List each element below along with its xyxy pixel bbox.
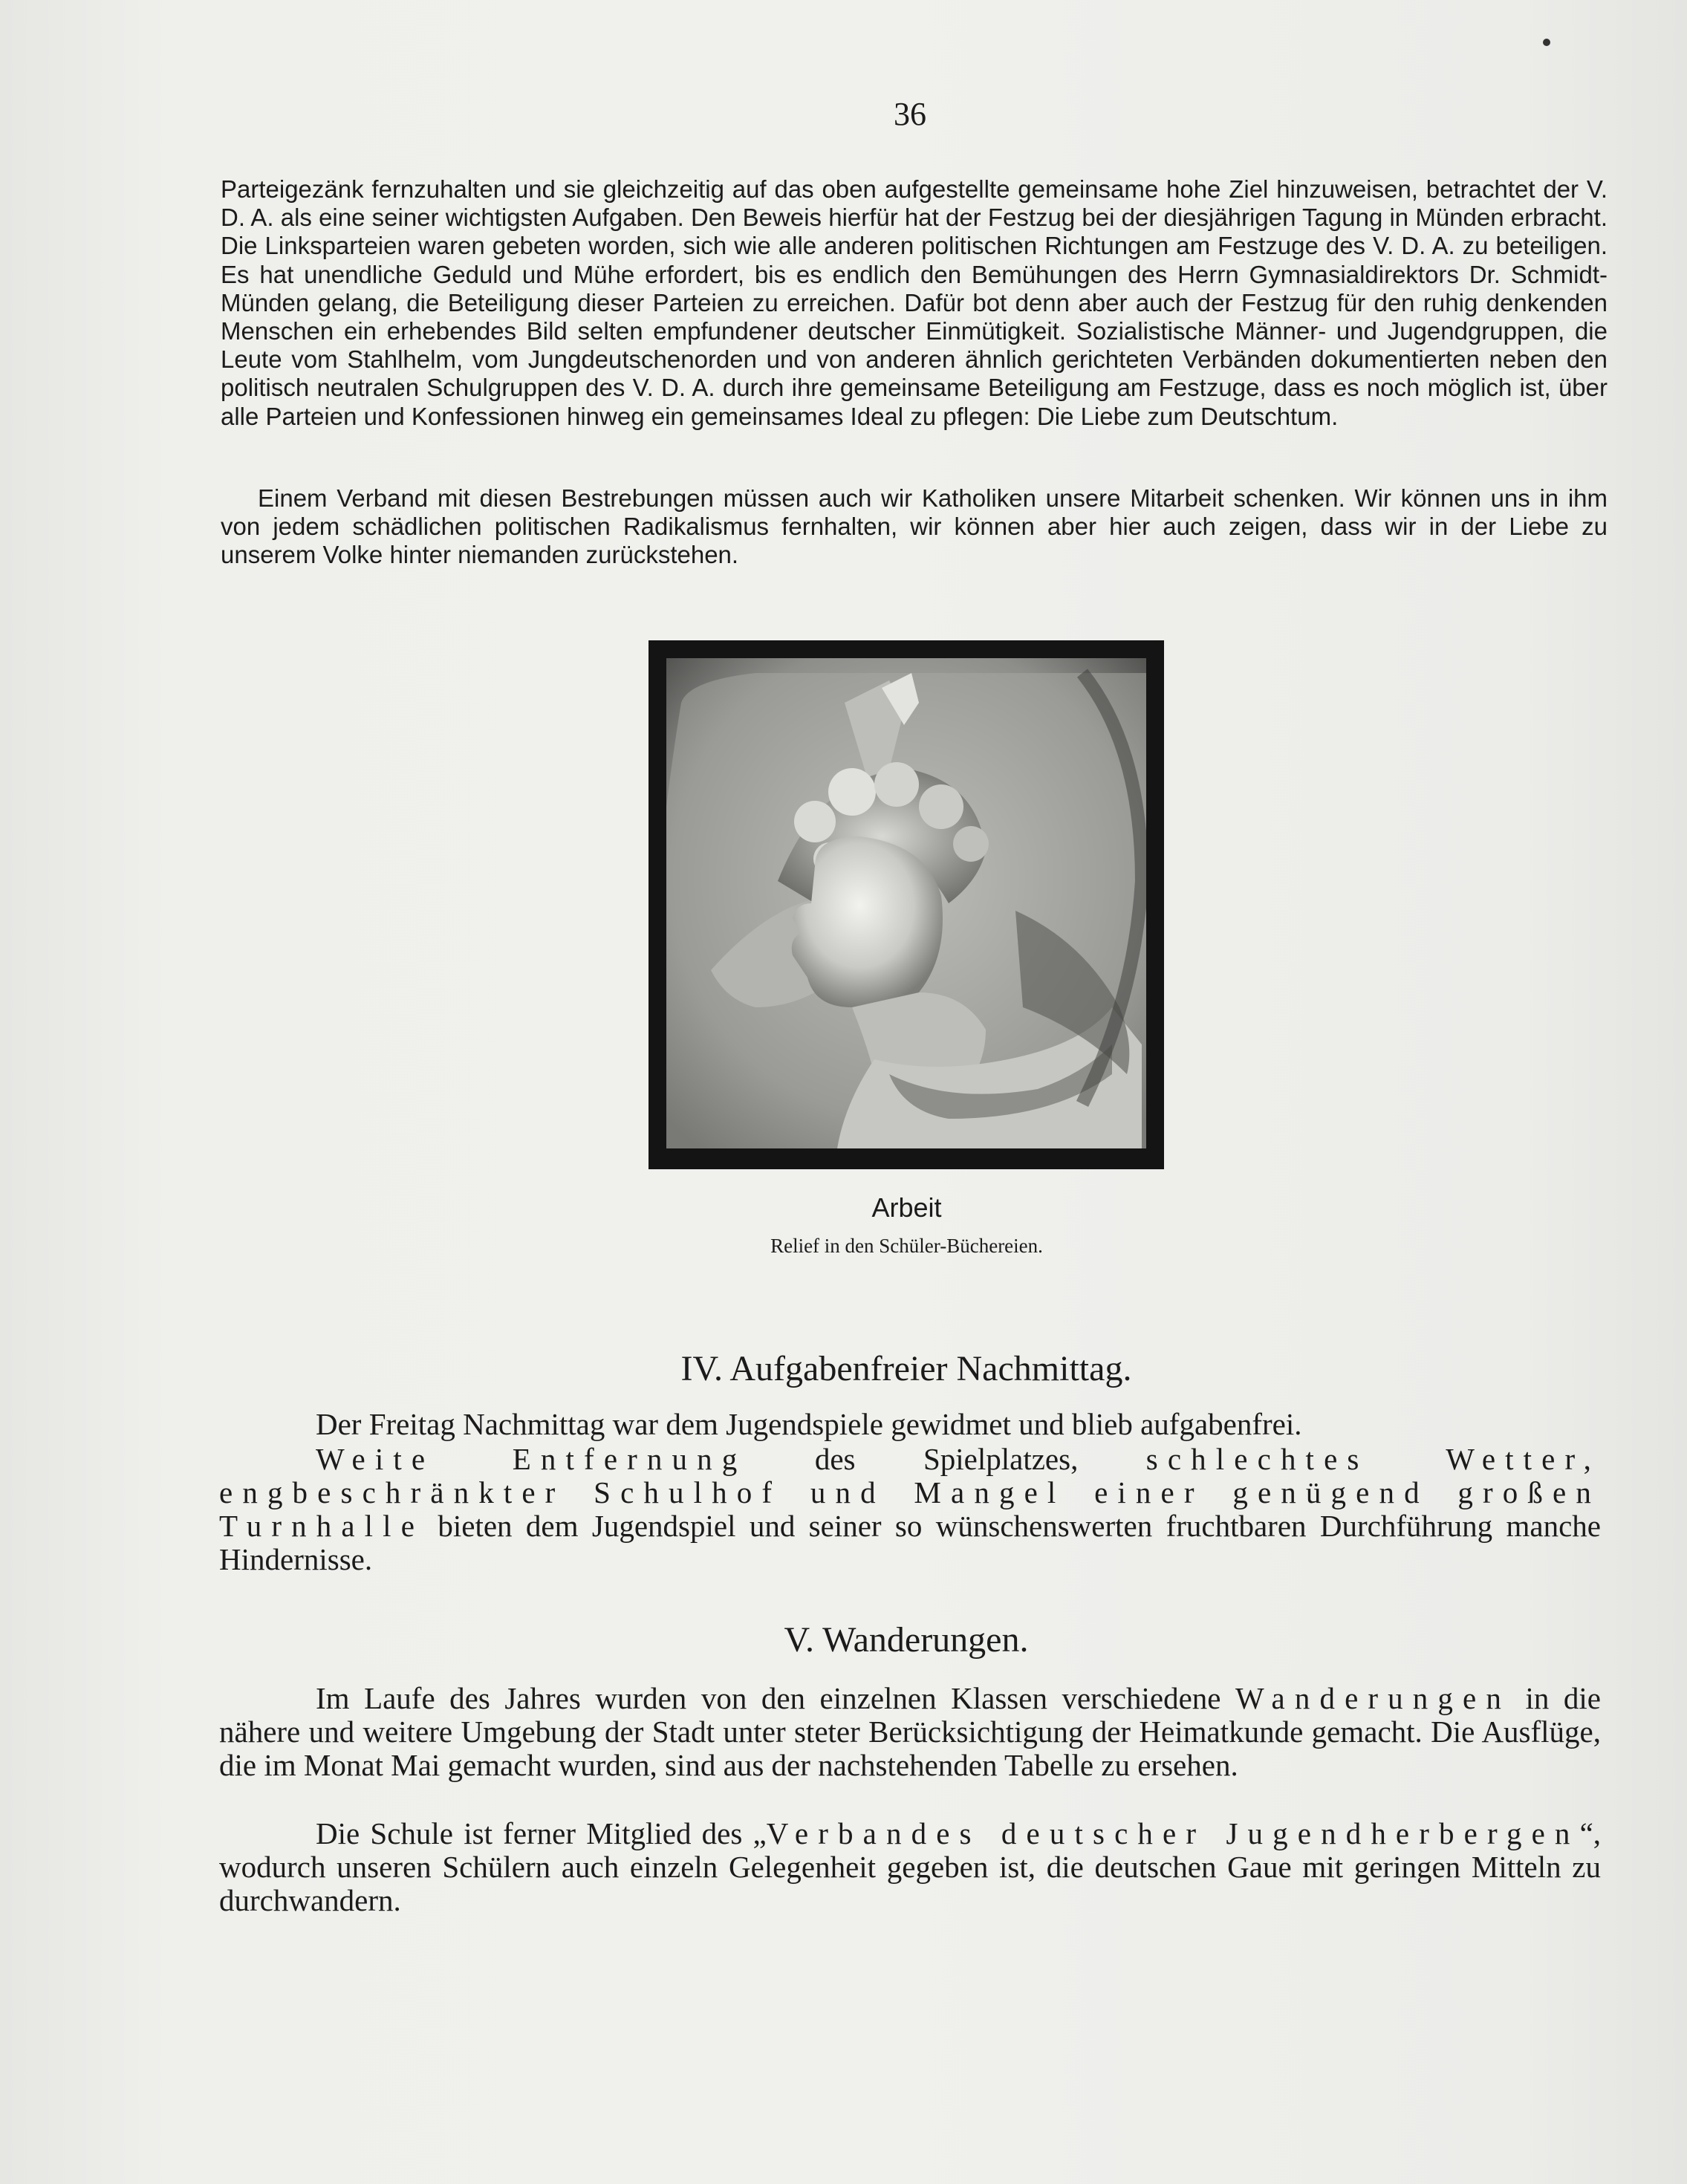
plain-text: des Spielplatzes, bbox=[747, 1442, 1146, 1476]
spaced-text: Wanderungen bbox=[1235, 1681, 1511, 1715]
spaced-text: Verbandes deutscher Jugendherbergen bbox=[766, 1816, 1580, 1850]
spaced-text: schlechtes Wetter, engbeschränkter Schulhof und Mangel einer genügend großen Turnhalle bbox=[219, 1442, 1601, 1543]
section-heading-nachmittag: IV. Aufgabenfreier Nachmittag. bbox=[680, 1349, 1132, 1388]
ink-speck bbox=[1543, 39, 1550, 46]
paragraph-vda-festzug: Parteigezänk fernzuhalten und sie gleichzeitig auf das oben aufgestellte gemeinsame hohe Ziel hinzuweisen, betrachtet der V. D. A. als eine seiner wichtigsten Aufgaben. Den Beweis hierfür hat der Festzug bei der diesjährigen Tagung in Münden erbracht. Die Linksparteien waren gebeten worden, sich wie alle anderen politischen Richtungen am Festzuge des V. D. A. zu beteiligen. Es hat unendliche Geduld und Mühe erfordert, bis es endlich den Bemühungen des Herrn Gymnasialdirektors Dr. Schmidt-Münden gelang, die Beteiligung dieser Parteien zu erreichen. Dafür bot denn aber auch der Festzug für den ruhig denkenden Menschen ein erhebendes Bild selten empfundener deutscher Einmütigkeit. Sozialistische Männer- und Jugendgruppen, die Leute vom Stahlhelm, vom Jungdeutschenorden und von anderen ähnlich gerichteten Verbänden dokumentierten neben den politisch neutralen Schulgruppen des V. D. A. durch ihre gemeinsame Beteiligung am Festzuge, dass es noch möglich ist, über alle Parteien und Konfessionen hinweg ein gemeinsames Ideal zu pflegen: Die Liebe zum Deutschtum. bbox=[221, 175, 1608, 430]
plain-text: “, wodurch unseren Schülern auch einzeln Gelegenheit gegeben ist, die deutschen Gaue mit geringen Mitteln zu durchwandern. bbox=[219, 1816, 1602, 1917]
section-heading-wanderungen: V. Wanderungen. bbox=[784, 1620, 1029, 1660]
plain-text: bieten dem Jugendspiel und seiner so wünschenswerten fruchtbaren Durchführung manche Hindernisse. bbox=[219, 1509, 1601, 1576]
relief-image bbox=[666, 658, 1146, 1148]
paragraph-hindernisse bbox=[219, 1443, 1601, 1576]
page-number: 36 bbox=[894, 96, 926, 132]
paragraph-jugendherbergen bbox=[219, 1817, 1601, 1917]
paragraph-katholiken: Einem Verband mit diesen Bestrebungen müssen auch wir Katholiken unsere Mitarbeit schenken. Wir können uns in ihm von jedem schädlichen politischen Radikalismus fernhalten, wir können aber hier auch zeigen, dass wir in der Liebe zu unserem Volke hinter niemanden zurückstehen. bbox=[221, 484, 1608, 569]
plain-text: in die nähere und weitere Umgebung der Stadt unter steter Berücksichtigung der Heimatkunde gemacht. Die Ausflüge, die im Monat Mai gemacht wurden, sind aus der nachstehenden Tabelle zu ersehen. bbox=[219, 1681, 1602, 1782]
spaced-text: Weite Entfernung bbox=[316, 1442, 747, 1476]
figure-caption-title: Arbeit bbox=[871, 1192, 942, 1223]
plain-text: Die Schule ist ferner Mitglied des „ bbox=[316, 1816, 767, 1850]
plain-text: Im Laufe des Jahres wurden von den einzelnen Klassen verschiedene bbox=[316, 1681, 1235, 1715]
relief-photograph bbox=[649, 640, 1164, 1169]
figure-caption-subtitle: Relief in den Schüler-Büchereien. bbox=[770, 1235, 1043, 1257]
paragraph-wanderungen bbox=[219, 1682, 1601, 1782]
paragraph-freitag: Der Freitag Nachmittag war dem Jugendspiele gewidmet und blieb aufgabenfrei. bbox=[316, 1407, 1302, 1441]
